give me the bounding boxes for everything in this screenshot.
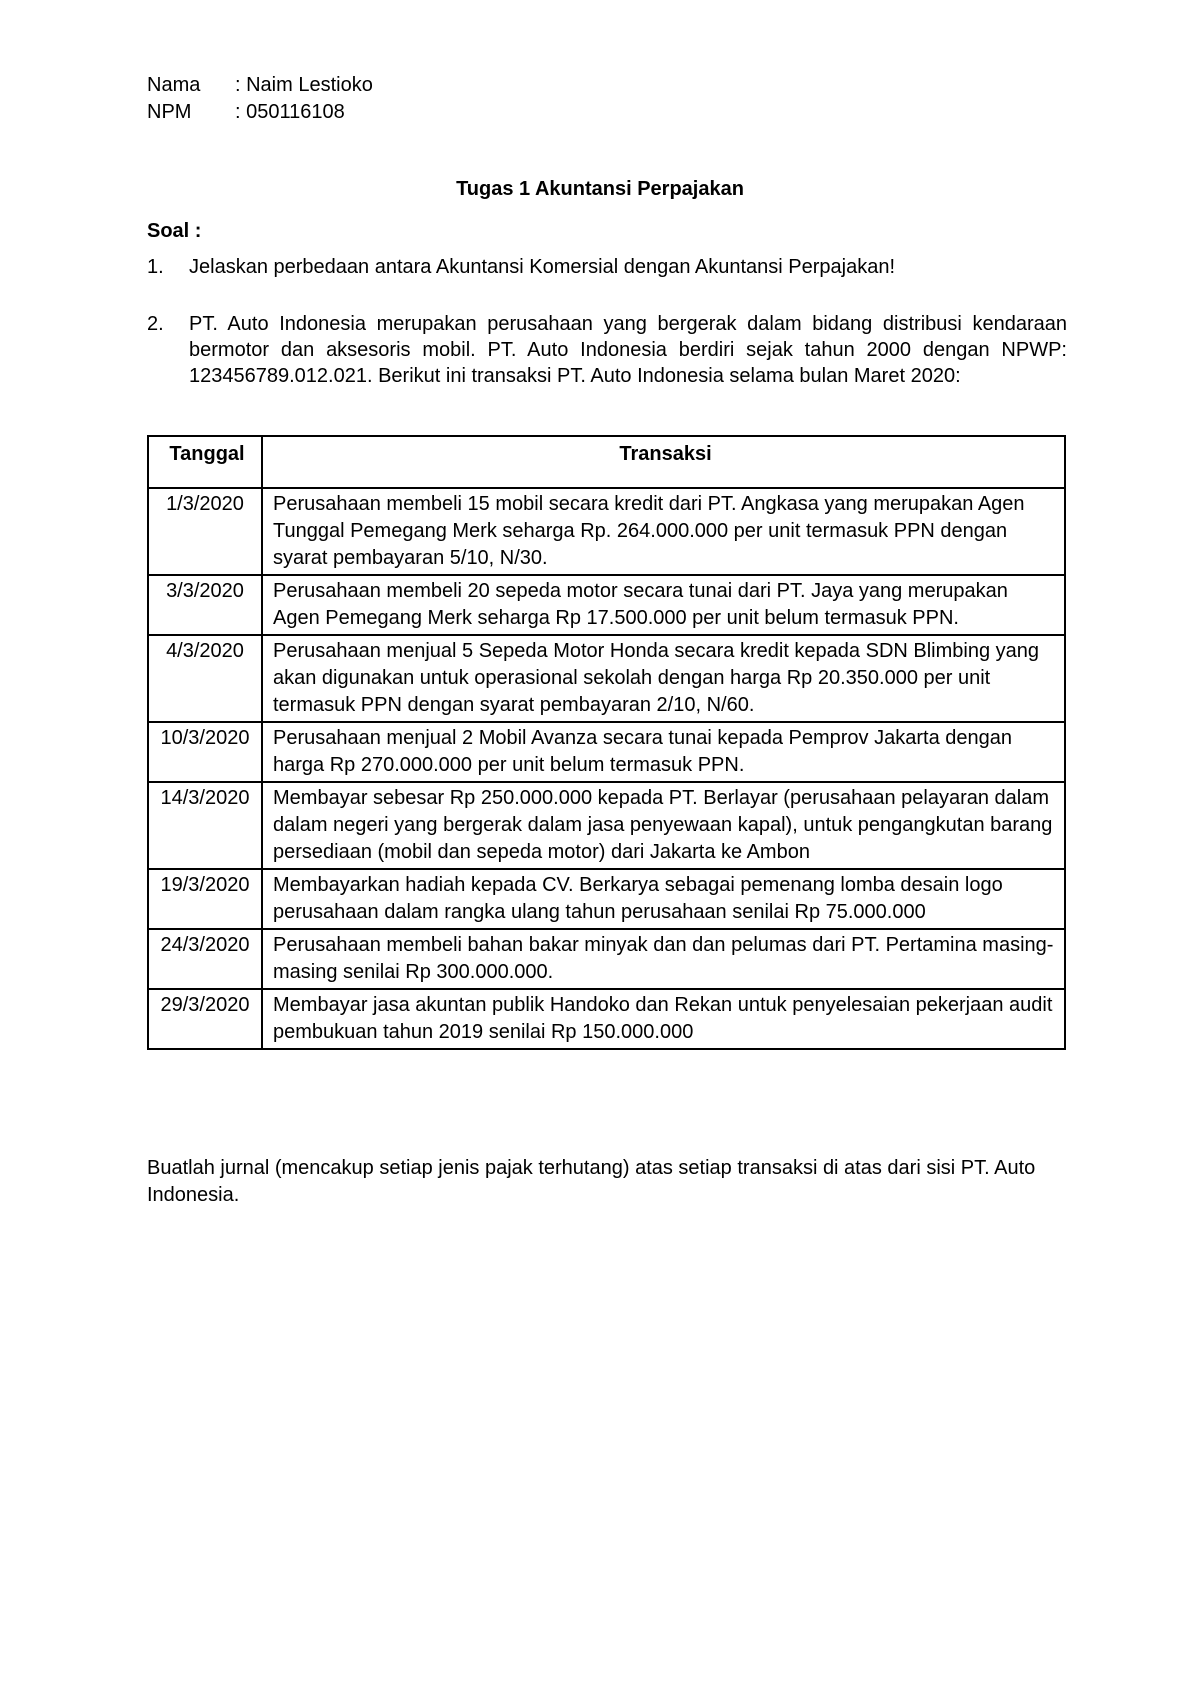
table-row bbox=[148, 635, 1065, 722]
table-row bbox=[148, 782, 1065, 869]
table-row bbox=[148, 929, 1065, 989]
row-date: 1/3/2020 bbox=[148, 488, 262, 575]
row-transaction: Perusahaan membeli 20 sepeda motor secara tunai dari PT. Jaya yang merupakan Agen Pemegang Merk seharga Rp 17.500.000 per unit belum termasuk PPN. bbox=[262, 575, 1065, 635]
table-row bbox=[148, 575, 1065, 635]
table-row bbox=[148, 722, 1065, 782]
table-row bbox=[148, 869, 1065, 929]
question-2 bbox=[147, 311, 1067, 389]
row-date: 10/3/2020 bbox=[148, 722, 262, 782]
row-date: 3/3/2020 bbox=[148, 575, 262, 635]
table-row bbox=[148, 989, 1065, 1049]
transactions-table bbox=[147, 435, 1066, 1050]
row-date: 29/3/2020 bbox=[148, 989, 262, 1049]
row-transaction: Perusahaan membeli bahan bakar minyak dan dan pelumas dari PT. Pertamina masing-masing senilai Rp 300.000.000. bbox=[262, 929, 1065, 989]
name-label: Nama bbox=[147, 74, 201, 96]
row-transaction: Membayar jasa akuntan publik Handoko dan Rekan untuk penyelesaian pekerjaan audit pembukuan tahun 2019 senilai Rp 150.000.000 bbox=[262, 989, 1065, 1049]
row-transaction: Membayarkan hadiah kepada CV. Berkarya sebagai pemenang lomba desain logo perusahaan dalam rangka ulang tahun perusahaan senilai Rp 75.000.000 bbox=[262, 869, 1065, 929]
document-title: Tugas 1 Akuntansi Perpajakan bbox=[456, 178, 744, 200]
row-transaction: Perusahaan menjual 2 Mobil Avanza secara tunai kepada Pemprov Jakarta dengan harga Rp 270.000.000 per unit belum termasuk PPN. bbox=[262, 722, 1065, 782]
row-date: 4/3/2020 bbox=[148, 635, 262, 722]
question-1-text: Jelaskan perbedaan antara Akuntansi Komersial dengan Akuntansi Perpajakan! bbox=[189, 256, 896, 278]
header-transaksi: Transaksi bbox=[262, 436, 1065, 488]
row-transaction: Membayar sebesar Rp 250.000.000 kepada PT. Berlayar (perusahaan pelayaran dalam dalam negeri yang bergerak dalam jasa penyewaan kapal), untuk pengangkutan barang persediaan (mobil dan sepeda motor) dari Jakarta ke Ambon bbox=[262, 782, 1065, 869]
row-date: 24/3/2020 bbox=[148, 929, 262, 989]
row-date: 14/3/2020 bbox=[148, 782, 262, 869]
question-2-number: 2. bbox=[147, 313, 164, 335]
npm-label: NPM bbox=[147, 101, 192, 123]
name-value: : Naim Lestioko bbox=[235, 74, 373, 96]
npm-value: : 050116108 bbox=[235, 101, 345, 123]
student-info bbox=[147, 72, 373, 126]
row-transaction: Perusahaan membeli 15 mobil secara kredit dari PT. Angkasa yang merupakan Agen Tunggal Pemegang Merk seharga Rp. 264.000.000 per unit termasuk PPN dengan syarat pembayaran 5/10, N/30. bbox=[262, 488, 1065, 575]
name-row bbox=[147, 72, 373, 99]
table-row bbox=[148, 488, 1065, 575]
question-2-text: PT. Auto Indonesia merupakan perusahaan yang bergerak dalam bidang distribusi kendaraan bermotor dan aksesoris mobil. PT. Auto Indonesia berdiri sejak tahun 2000 dengan NPWP: 123456789.012.021. Berikut ini transaksi PT. Auto Indonesia selama bulan Maret 2020: bbox=[189, 313, 1067, 387]
question-1 bbox=[147, 254, 1067, 280]
header-tanggal: Tanggal bbox=[148, 436, 262, 488]
closing-instruction: Buatlah jurnal (mencakup setiap jenis pajak terhutang) atas setiap transaksi di atas dari sisi PT. Auto Indonesia. bbox=[147, 1157, 1036, 1206]
row-transaction: Perusahaan menjual 5 Sepeda Motor Honda secara kredit kepada SDN Blimbing yang akan digunakan untuk operasional sekolah dengan harga Rp 20.350.000 per unit termasuk PPN dengan syarat pembayaran 2/10, N/60. bbox=[262, 635, 1065, 722]
soal-heading: Soal : bbox=[147, 220, 202, 242]
question-1-number: 1. bbox=[147, 256, 164, 278]
row-date: 19/3/2020 bbox=[148, 869, 262, 929]
npm-row bbox=[147, 99, 373, 126]
table-header-row bbox=[148, 436, 1065, 488]
